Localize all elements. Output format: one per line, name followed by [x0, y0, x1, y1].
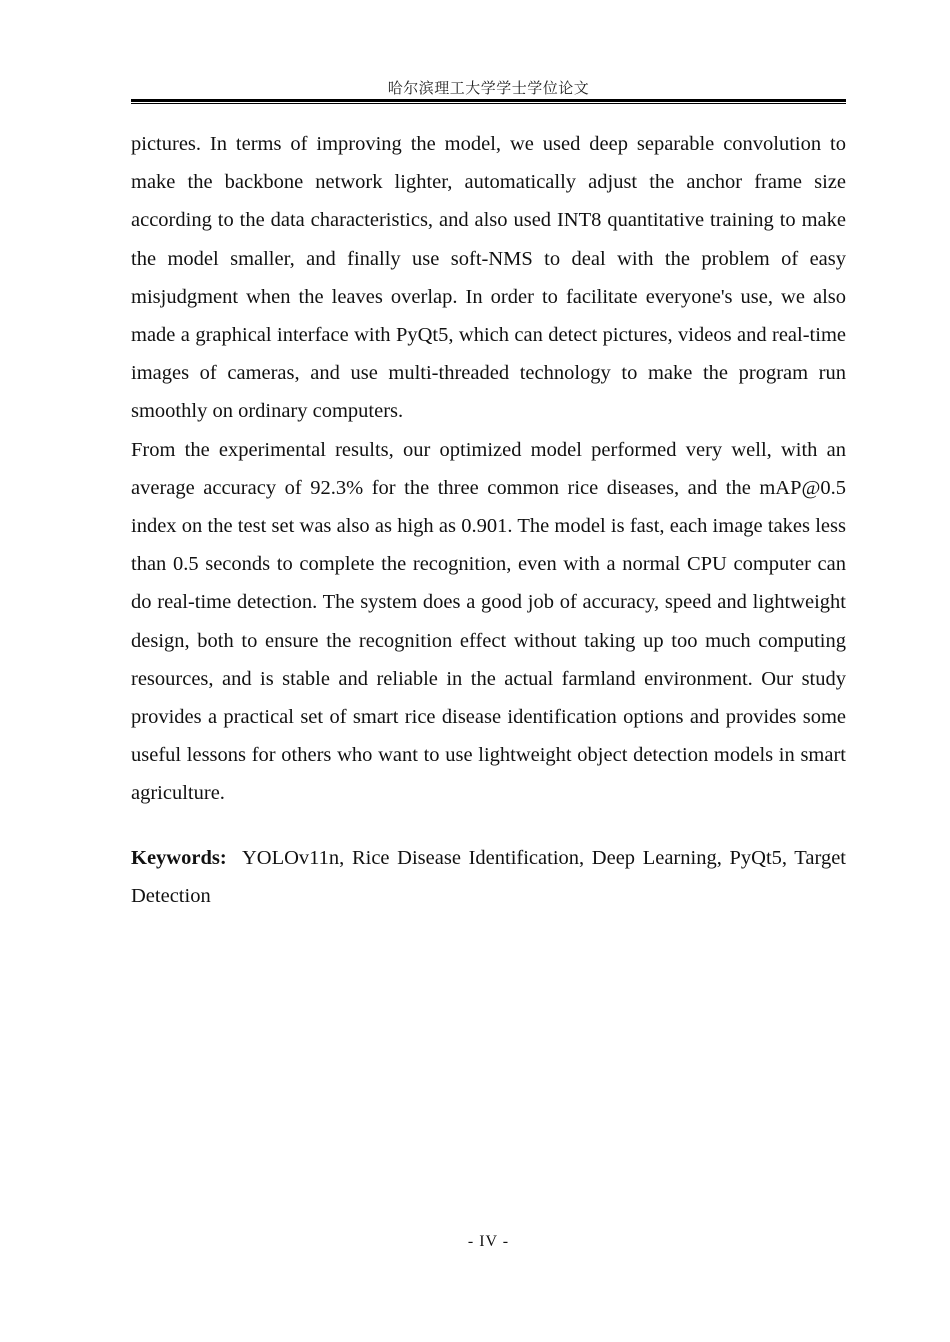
page-number: - IV - [467, 1233, 510, 1250]
abstract-paragraph-2: From the experimental results, our optimized model performed very well, with an average accuracy of 92.3% for the three common rice diseases, and the mAP@0.5 index on the test set was also as high as 0.901. The model is fast, each image takes less than 0.5 seconds to complete the recognition, even with a normal CPU computer can do real-time detection. The system does a good job of accuracy, speed and lightweight design, both to ensure the recognition effect without taking up too much computing resources, and is stable and reliable in the actual farmland environment. Our study provides a practical set of smart rice disease identification options and provides some useful lessons for others who want to use lightweight object detection models in smart agriculture. [131, 438, 846, 805]
keywords-label: Keywords: [131, 846, 227, 869]
header-rule-thin [131, 103, 846, 104]
keywords-line [131, 839, 846, 915]
header-rule [131, 99, 846, 104]
abstract-paragraph-1: pictures. In terms of improving the model, we used deep separable convolution to make the backbone network lighter, automatically adjust the anchor frame size according to the data characteristics, and also used INT8 quantitative training to make the model smaller, and finally use soft-NMS to deal with the problem of easy misjudgment when the leaves overlap. In order to facilitate everyone's use, we also made a graphical interface with PyQt5, which can detect pictures, videos and real-time images of cameras, and use multi-threaded technology to make the program run smoothly on ordinary computers. [131, 133, 846, 423]
abstract-body [131, 125, 846, 915]
keywords-text: YOLOv11n, Rice Disease Identification, Deep Learning, PyQt5, Target Detection [131, 846, 847, 907]
running-header: 哈尔滨理工大学学士学位论文 [387, 79, 590, 97]
